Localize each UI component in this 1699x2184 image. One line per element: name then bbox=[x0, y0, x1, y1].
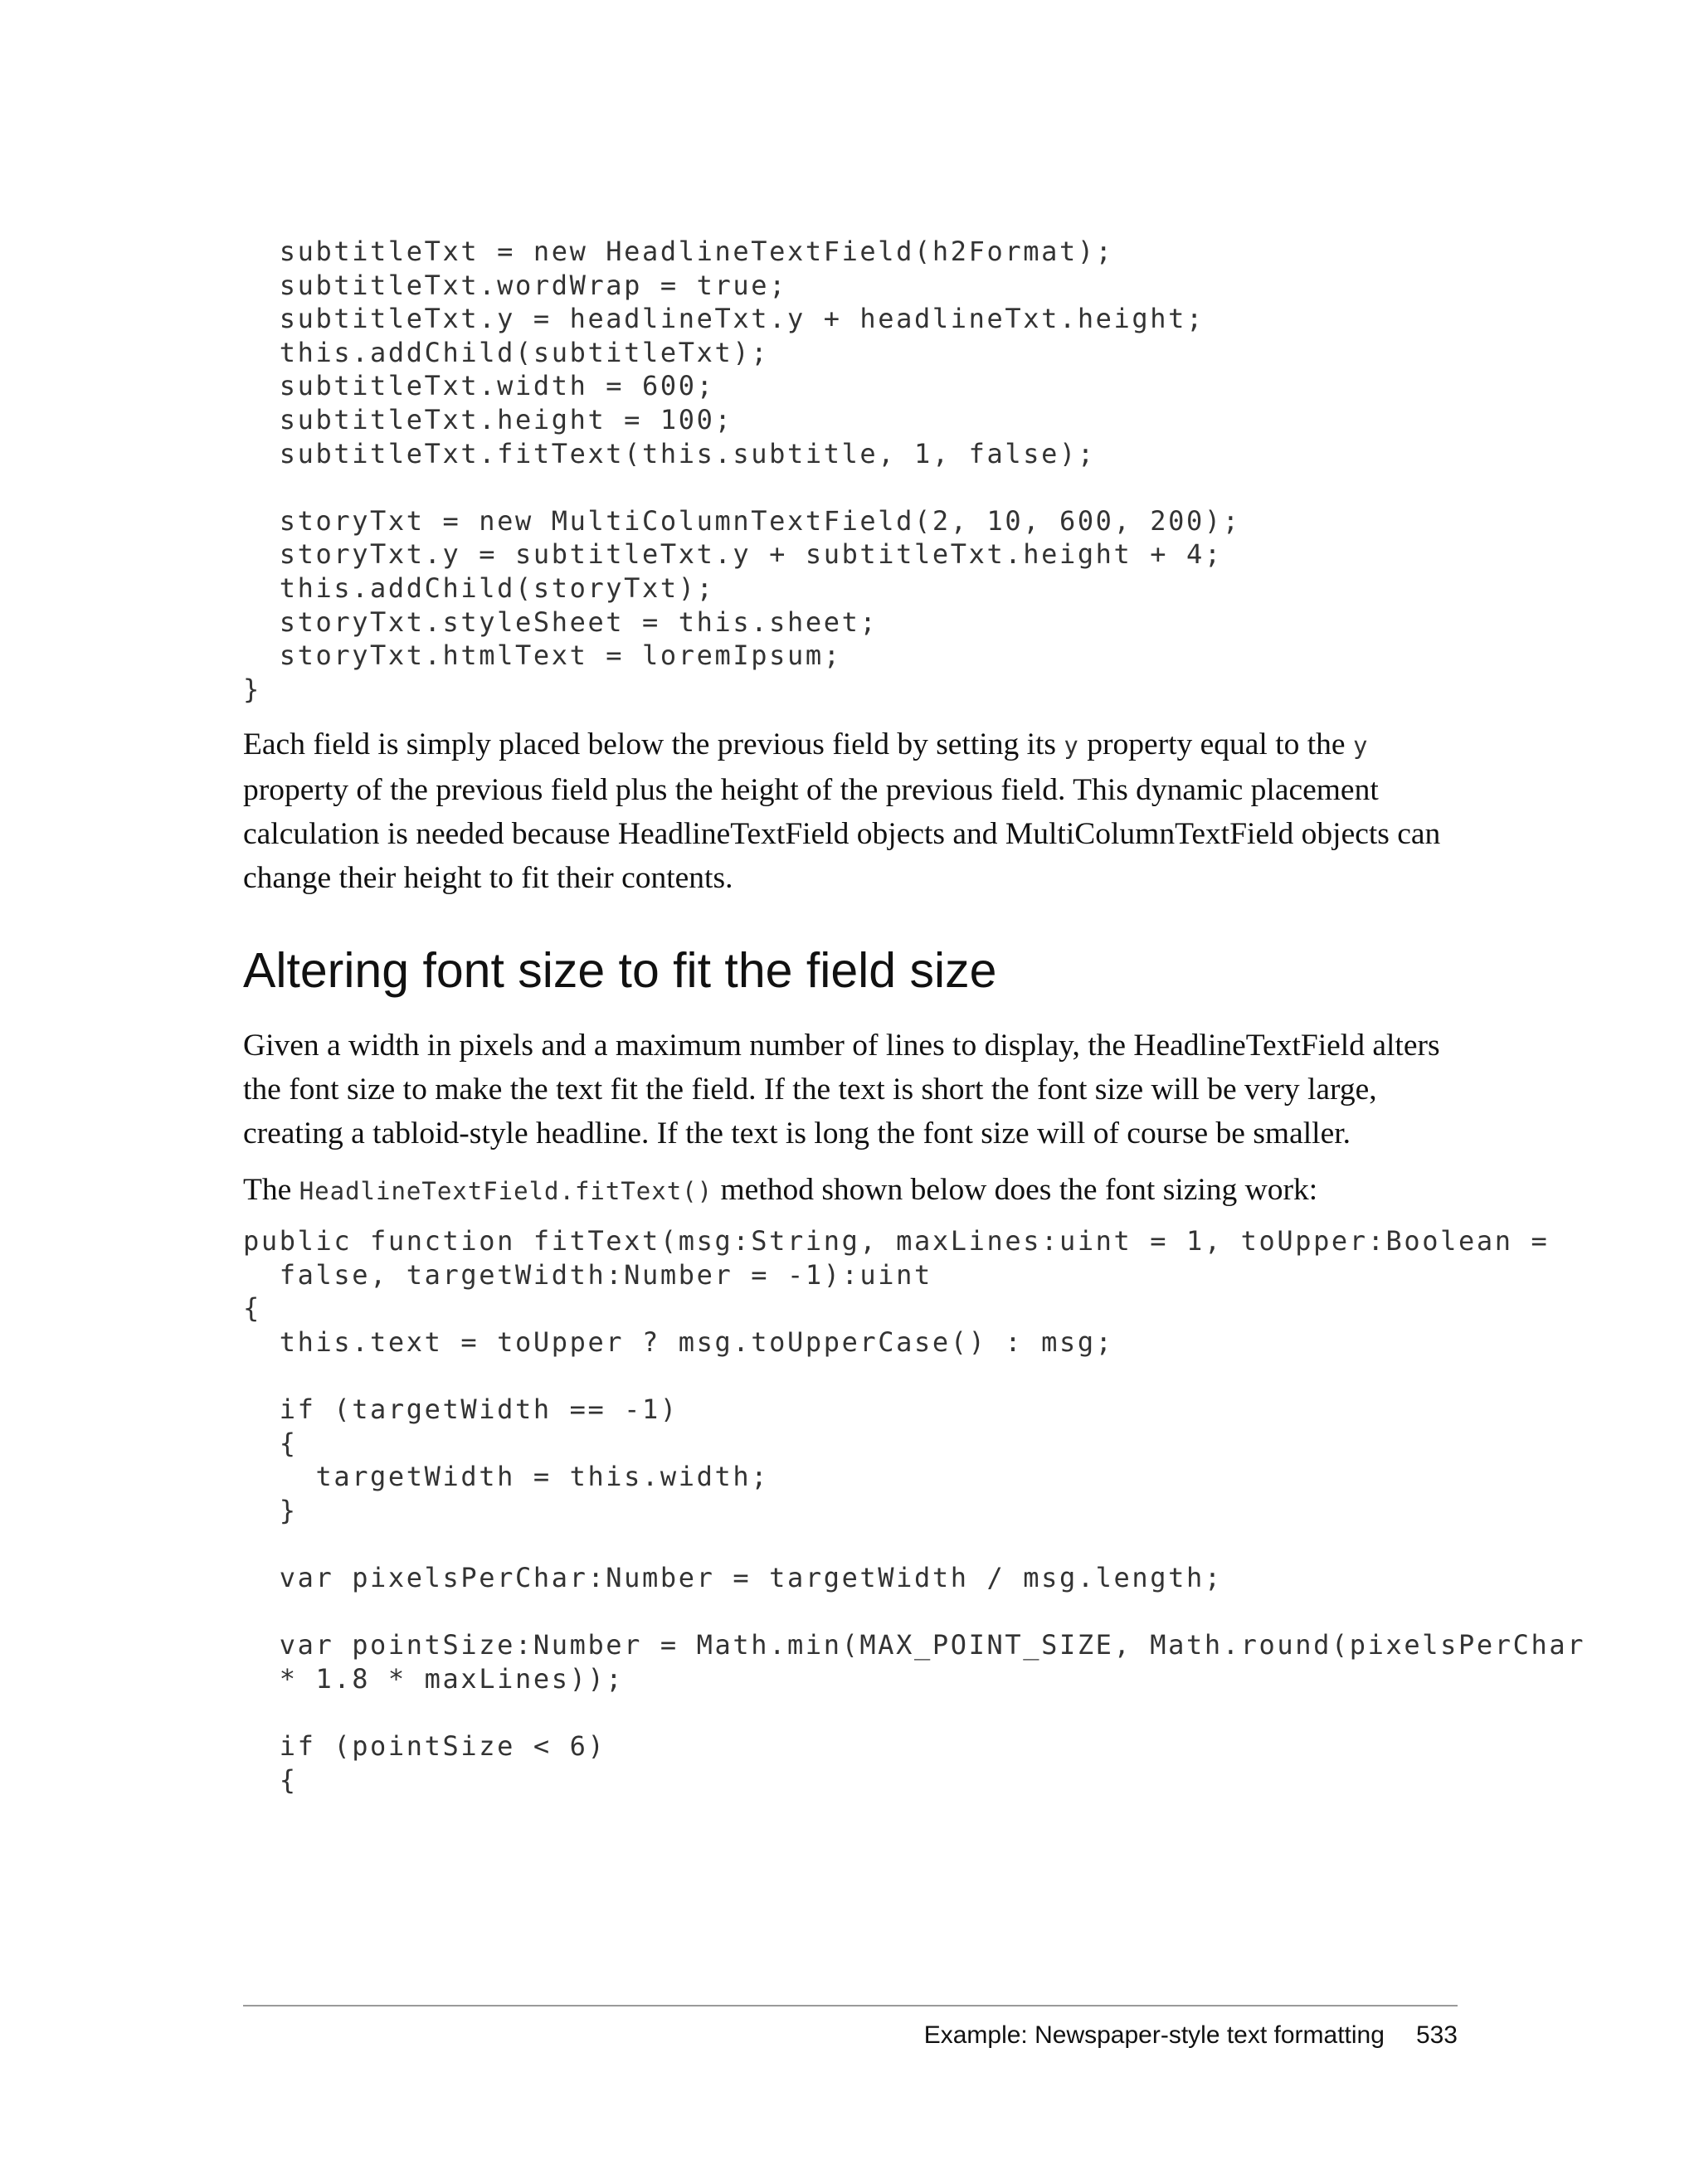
code-line: } bbox=[243, 673, 261, 705]
section-heading: Altering font size to fit the field size bbox=[243, 943, 997, 998]
paragraph-text: property of the previous field plus the height of the previous field. This dynamic placement calculation is needed because HeadlineTextField objects and MultiColumnTextField objects can change their height to fit their contents. bbox=[243, 773, 1441, 895]
code-line: if (pointSize < 6) bbox=[243, 1729, 606, 1762]
inline-code: HeadlineTextField.fitText() bbox=[299, 1177, 713, 1205]
body-paragraph-method-intro bbox=[243, 1168, 1463, 1214]
code-block-fittext bbox=[243, 1224, 1585, 1797]
code-block-fields bbox=[243, 235, 1241, 706]
code-line: targetWidth = this.width; bbox=[243, 1461, 770, 1493]
paragraph-text: Each field is simply placed below the previous field by setting its bbox=[243, 727, 1064, 761]
code-line: subtitleTxt.wordWrap = true; bbox=[243, 269, 787, 301]
code-line bbox=[243, 1595, 1585, 1629]
code-line: subtitleTxt.height = 100; bbox=[243, 403, 733, 435]
code-line: { bbox=[243, 1763, 298, 1796]
code-line: subtitleTxt.width = 600; bbox=[243, 370, 715, 402]
code-line: storyTxt.styleSheet = this.sheet; bbox=[243, 606, 879, 638]
code-line: var pointSize:Number = Math.min(MAX_POINT_SIZE, Math.round(pixelsPerChar bbox=[243, 1629, 1586, 1661]
body-paragraph-font-size: Given a width in pixels and a maximum number of lines to display, the HeadlineTextField alters the font size to make the text fit the field. If the text is short the font size will be very large, creating a tabloid-style headline. If the text is long the font size will of course be smaller. bbox=[243, 1029, 1440, 1150]
inline-code: y bbox=[1352, 732, 1369, 760]
code-line: subtitleTxt.y = headlineTxt.y + headlineTxt.height; bbox=[243, 303, 1205, 335]
paragraph-text: property equal to the bbox=[1078, 727, 1353, 761]
code-line: } bbox=[243, 1494, 298, 1526]
body-paragraph-placement bbox=[243, 722, 1463, 900]
code-line: storyTxt.y = subtitleTxt.y + subtitleTxt.height + 4; bbox=[243, 538, 1223, 571]
paragraph-text: method shown below does the font sizing work: bbox=[713, 1173, 1318, 1207]
code-line bbox=[243, 1695, 1585, 1729]
footer-divider bbox=[243, 2005, 1458, 2006]
code-line: subtitleTxt.fitText(this.subtitle, 1, false); bbox=[243, 437, 1096, 469]
code-line: { bbox=[243, 1292, 261, 1325]
footer-section-title: Example: Newspaper-style text formatting bbox=[923, 2021, 1385, 2049]
code-line: if (targetWidth == -1) bbox=[243, 1393, 679, 1425]
page-footer bbox=[924, 2019, 1458, 2052]
code-line: this.text = toUpper ? msg.toUpperCase() : msg; bbox=[243, 1325, 1114, 1358]
code-line: var pixelsPerChar:Number = targetWidth / msg.length; bbox=[243, 1561, 1223, 1593]
code-line: false, targetWidth:Number = -1):uint bbox=[243, 1258, 932, 1291]
code-line: this.addChild(subtitleTxt); bbox=[243, 336, 770, 368]
code-line: this.addChild(storyTxt); bbox=[243, 572, 715, 604]
code-line: subtitleTxt = new HeadlineTextField(h2Format); bbox=[243, 236, 1114, 267]
paragraph-text: The bbox=[243, 1173, 299, 1207]
code-line: { bbox=[243, 1427, 298, 1459]
inline-code: y bbox=[1064, 732, 1079, 760]
code-line: public function fitText(msg:String, maxLines:uint = 1, toUpper:Boolean = bbox=[243, 1225, 1550, 1257]
page-number: 533 bbox=[1415, 2021, 1458, 2049]
code-line: storyTxt = new MultiColumnTextField(2, 10, 600, 200); bbox=[243, 504, 1241, 537]
code-line bbox=[243, 1527, 1585, 1561]
code-line bbox=[243, 470, 1241, 504]
code-line: storyTxt.htmlText = loremIpsum; bbox=[243, 640, 842, 672]
code-line bbox=[243, 1359, 1585, 1393]
code-line: * 1.8 * maxLines)); bbox=[243, 1662, 625, 1695]
